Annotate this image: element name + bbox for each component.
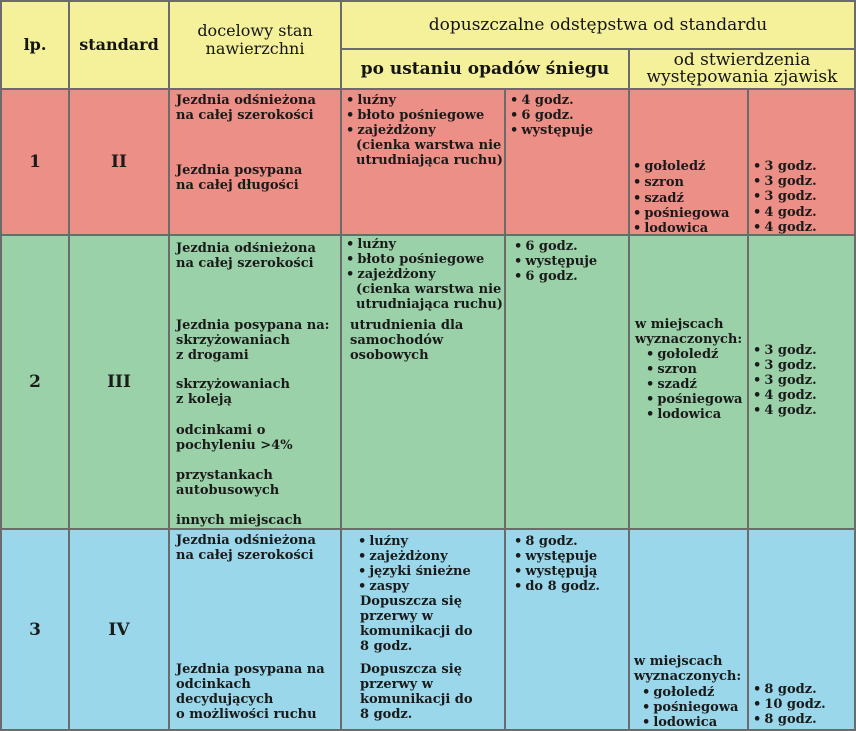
row2-phen-item-1: • gołoledź — [646, 347, 718, 362]
row3-phen-time-1: • 8 godz. — [753, 682, 817, 697]
row3-target — [168, 528, 342, 731]
row1-target-text-1: Jezdnia odśnieżona na całej szerokości — [176, 93, 316, 123]
row2-phen-time-2: • 3 godz. — [753, 358, 817, 373]
row1-phen-time-4: • 4 godz. — [753, 205, 817, 220]
header-after-phenomena — [628, 48, 856, 90]
row3-snow-times — [504, 528, 630, 731]
row1-phen-item-2: • szron — [633, 175, 684, 190]
row1-snow-item-3: • zajeżdżony — [346, 123, 436, 138]
row2-snow-time-1: • 6 godz. — [514, 239, 578, 254]
row3-snow-extra: Dopuszcza się przerwy w komunikacji do 8 godz. — [360, 594, 473, 654]
row1-phen-time-2: • 3 godz. — [753, 174, 817, 189]
row3-target-text-2: Jezdnia posypana na odcinkach decydujących o możliwości ruchu — [176, 662, 325, 722]
row3-phen-time-2: • 10 godz. — [753, 697, 826, 712]
header-deviations-label: dopuszczalne odstępstwa od standardu — [428, 15, 768, 35]
row3-standard — [68, 528, 170, 731]
header-lp — [0, 0, 70, 90]
row1-snow-time-1: • 4 godz. — [510, 93, 574, 108]
row3-phenomena — [628, 528, 749, 731]
row2-snow-time-3: • 6 godz. — [514, 269, 578, 284]
row3-snow-item-1: • luźny — [358, 534, 408, 549]
row2-lp — [0, 234, 70, 530]
row2-target — [168, 234, 342, 530]
row2-phen-time-5: • 4 godz. — [753, 403, 817, 418]
row3-snow-time-2: • występuje — [514, 549, 597, 564]
row1-snow-item-1: • luźny — [346, 93, 396, 108]
row2-target-text-4: odcinkami o pochyleniu >4% — [176, 423, 293, 453]
row2-phenomena-times — [747, 234, 856, 530]
row1-phen-item-3: • szadź — [633, 191, 684, 206]
row2-snow-time-2: • występuje — [514, 254, 597, 269]
row2-phen-item-4: • pośniegowa — [646, 392, 742, 407]
row1-standard-value: II — [111, 152, 127, 172]
header-deviations — [340, 0, 856, 50]
row3-lp-value: 3 — [29, 619, 41, 640]
row2-phen-time-4: • 4 godz. — [753, 388, 817, 403]
row1-snow-item-2: • błoto pośniegowe — [346, 108, 484, 123]
row1-snow-note: (cienka warstwa nie utrudniająca ruchu) — [356, 138, 503, 168]
row3-standard-value: IV — [108, 619, 130, 640]
row3-snow-item-3: • języki śnieżne — [358, 564, 471, 579]
row3-snow-extra-2: Dopuszcza się przerwy w komunikacji do 8 godz. — [360, 662, 473, 722]
row2-standard — [68, 234, 170, 530]
row1-phen-time-1: • 3 godz. — [753, 159, 817, 174]
row2-snow-times — [504, 234, 630, 530]
row3-phen-item-1: • gołoledź — [642, 685, 714, 700]
row3-phen-time-3: • 8 godz. — [753, 712, 817, 727]
row2-phen-intro: w miejscach wyznaczonych: — [635, 317, 743, 347]
row3-phen-item-3: • lodowica — [642, 715, 717, 730]
row3-snow-time-3: • występują — [514, 564, 597, 579]
row1-target — [168, 88, 342, 236]
row2-snow-item-1: • luźny — [346, 237, 396, 252]
row2-target-text-1: Jezdnia odśnieżona na całej szerokości — [176, 241, 316, 271]
header-lp-label: lp. — [23, 35, 47, 54]
row2-phen-item-3: • szadź — [646, 377, 697, 392]
row1-phenomena — [628, 88, 749, 236]
row1-target-text-2: Jezdnia posypana na całej długości — [176, 163, 303, 193]
row2-target-text-6: innych miejscach — [176, 513, 302, 528]
header-standard — [68, 0, 170, 90]
row1-snow-time-3: • występuje — [510, 123, 593, 138]
row3-target-text-1: Jezdnia odśnieżona na całej szerokości — [176, 533, 316, 563]
row2-phen-item-5: • lodowica — [646, 407, 721, 422]
row1-snow-times — [504, 88, 630, 236]
row1-phen-time-3: • 3 godz. — [753, 189, 817, 204]
row3-phen-intro: w miejscach wyznaczonych: — [634, 654, 742, 684]
row1-phen-time-5: • 4 godz. — [753, 220, 817, 235]
row3-snow-item-4: • zaspy — [358, 579, 409, 594]
row1-lp — [0, 88, 70, 236]
header-target-state — [168, 0, 342, 90]
row2-snow-extra: utrudnienia dla samochodów osobowych — [350, 318, 464, 363]
row1-standard — [68, 88, 170, 236]
header-target-state-label: docelowy stan nawierzchni — [197, 21, 313, 58]
row3-snow-time-1: • 8 godz. — [514, 534, 578, 549]
header-standard-label: standard — [79, 35, 159, 54]
row3-snow-time-4: • do 8 godz. — [514, 579, 600, 594]
row2-snow-conditions — [340, 234, 506, 530]
row1-phen-item-1: • gołoledź — [633, 159, 705, 174]
row3-snow-conditions — [340, 528, 506, 731]
header-after-snow — [340, 48, 630, 90]
row2-standard-value: III — [107, 372, 131, 392]
row1-phenomena-times — [747, 88, 856, 236]
row2-snow-item-2: • błoto pośniegowe — [346, 252, 484, 267]
row2-target-text-2: Jezdnia posypana na: skrzyżowaniach z drogami — [176, 318, 330, 363]
row3-phen-item-2: • pośniegowa — [642, 700, 738, 715]
row1-snow-time-2: • 6 godz. — [510, 108, 574, 123]
row1-phen-item-5: • lodowica — [633, 221, 708, 236]
row1-snow-conditions — [340, 88, 506, 236]
row3-phenomena-times — [747, 528, 856, 731]
row2-target-text-5: przystankach autobusowych — [176, 468, 280, 498]
row2-phen-time-3: • 3 godz. — [753, 373, 817, 388]
row2-snow-note: (cienka warstwa nie utrudniająca ruchu) — [356, 282, 503, 312]
header-after-phenomena-label: od stwierdzenia występowania zjawisk — [646, 50, 838, 87]
row2-phen-time-1: • 3 godz. — [753, 343, 817, 358]
row1-lp-value: 1 — [29, 152, 41, 172]
row1-phen-item-4: • pośniegowa — [633, 206, 729, 221]
row2-lp-value: 2 — [29, 372, 41, 392]
row2-snow-item-3: • zajeżdżony — [346, 267, 436, 282]
row3-snow-item-2: • zajeżdżony — [358, 549, 448, 564]
header-after-snow-label: po ustaniu opadów śniegu — [360, 59, 610, 79]
row2-target-text-3: skrzyżowaniach z koleją — [176, 377, 290, 407]
row2-phen-item-2: • szron — [646, 362, 697, 377]
row2-phenomena — [628, 234, 749, 530]
row3-lp — [0, 528, 70, 731]
